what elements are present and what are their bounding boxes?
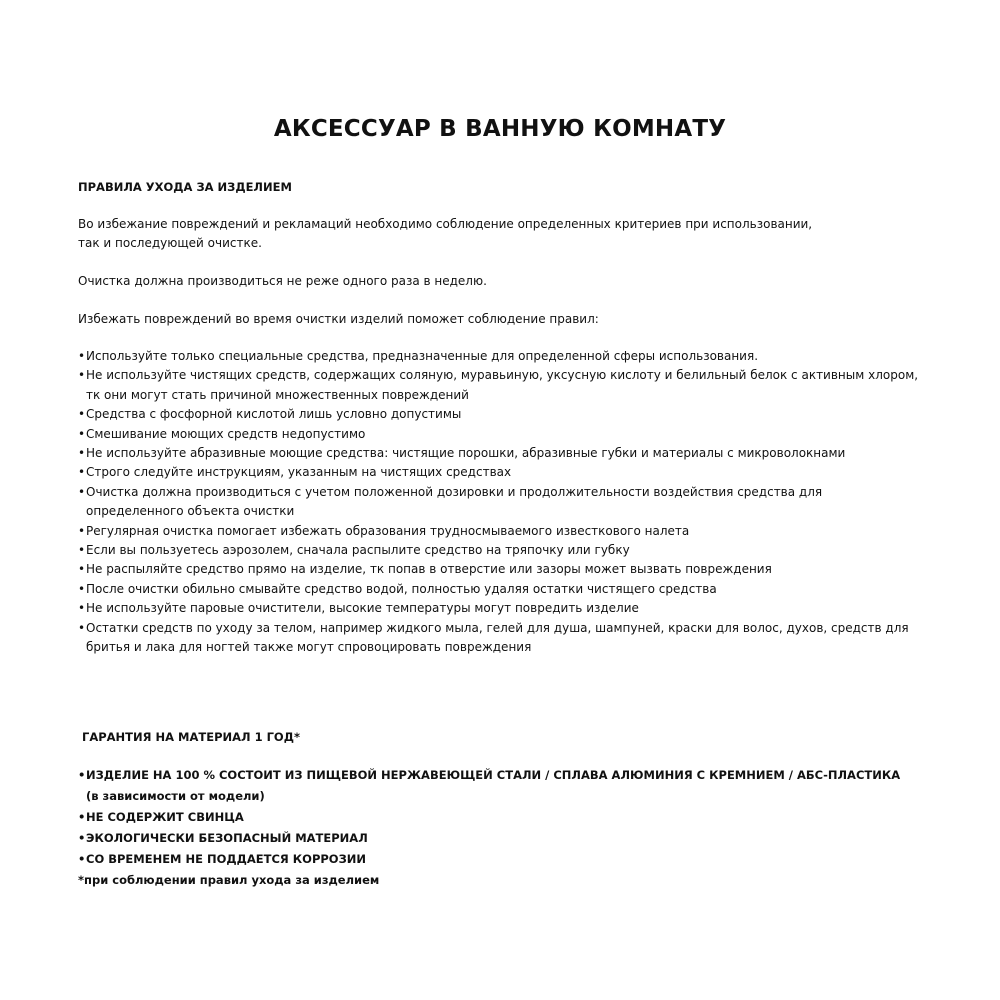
care-rules-list — [78, 347, 958, 658]
list-item-continuation: определенного объекта очистки — [86, 504, 295, 519]
intro-line-1: Во избежание повреждений и рекламаций необходимо соблюдение определенных критериев при использовании, — [78, 217, 813, 231]
list-item: •Остатки средств по уходу за телом, например жидкого мыла, гелей для душа, шампуней, краски для волос, духов, средств для — [78, 620, 909, 635]
list-item: •НЕ СОДЕРЖИТ СВИНЦА — [78, 810, 244, 824]
care-heading: ПРАВИЛА УХОДА ЗА ИЗДЕЛИЕМ — [78, 180, 292, 194]
list-item: •Средства с фосфорной кислотой лишь условно допустимы — [78, 407, 462, 422]
list-item: •Регулярная очистка помогает избежать образования трудносмываемого известкового налета — [78, 523, 690, 538]
list-item-continuation: тк они могут стать причиной множественных повреждений — [86, 387, 469, 402]
list-item: •Очистка должна производиться с учетом положенной дозировки и продолжительности воздействия средства для — [78, 484, 823, 499]
list-item: •После очистки обильно смывайте средство водой, полностью удаляя остатки чистящего средства — [78, 581, 717, 596]
list-item: •Смешивание моющих средств недопустимо — [78, 426, 366, 441]
list-item: •Не используйте паровые очистители, высокие температуры могут повредить изделие — [78, 601, 639, 616]
cleaning-frequency: Очистка должна производиться не реже одного раза в неделю. — [78, 274, 487, 288]
page-title: АКСЕССУАР В ВАННУЮ КОМНАТУ — [273, 116, 727, 142]
list-item: •Не используйте чистящих средств, содержащих соляную, муравьиную, уксусную кислоту и белильный белок с активным хлором, — [78, 368, 919, 383]
warranty-section — [78, 728, 958, 891]
list-item: •ИЗДЕЛИЕ НА 100 % СОСТОИТ ИЗ ПИЩЕВОЙ НЕРЖАВЕЮЩЕЙ СТАЛИ / СПЛАВА АЛЮМИНИЯ С КРЕМНИЕМ / АБС-ПЛАСТИКА — [78, 768, 901, 782]
list-item-continuation: (в зависимости от модели) — [86, 789, 265, 803]
list-item: •Строго следуйте инструкциям, указанным на чистящих средствах — [78, 465, 512, 480]
warranty-list — [78, 765, 958, 870]
list-item: •Не используйте абразивные моющие средства: чистящие порошки, абразивные губки и материалы с микроволокнами — [78, 446, 846, 461]
list-item: •ЭКОЛОГИЧЕСКИ БЕЗОПАСНЫЙ МАТЕРИАЛ — [78, 831, 368, 845]
list-item: •Не распыляйте средство прямо на изделие, тк попав в отверстие или зазоры может вызвать повреждения — [78, 562, 772, 577]
rules-lead: Избежать повреждений во время очистки изделий поможет соблюдение правил: — [78, 312, 599, 326]
intro-line-2: так и последующей очистке. — [78, 236, 262, 250]
warranty-heading: ГАРАНТИЯ НА МАТЕРИАЛ 1 ГОД* — [82, 730, 300, 744]
list-item: •СО ВРЕМЕНЕМ НЕ ПОДДАЕТСЯ КОРРОЗИИ — [78, 852, 366, 866]
list-item: •Используйте только специальные средства, предназначенные для определенной сферы использования. — [78, 349, 759, 363]
warranty-footnote: *при соблюдении правил ухода за изделием — [78, 873, 380, 887]
care-section — [78, 178, 958, 658]
list-item-continuation: бритья и лака для ногтей также могут спровоцировать повреждения — [86, 640, 532, 655]
list-item: •Если вы пользуетесь аэрозолем, сначала распылите средство на тряпочку или губку — [78, 543, 630, 558]
